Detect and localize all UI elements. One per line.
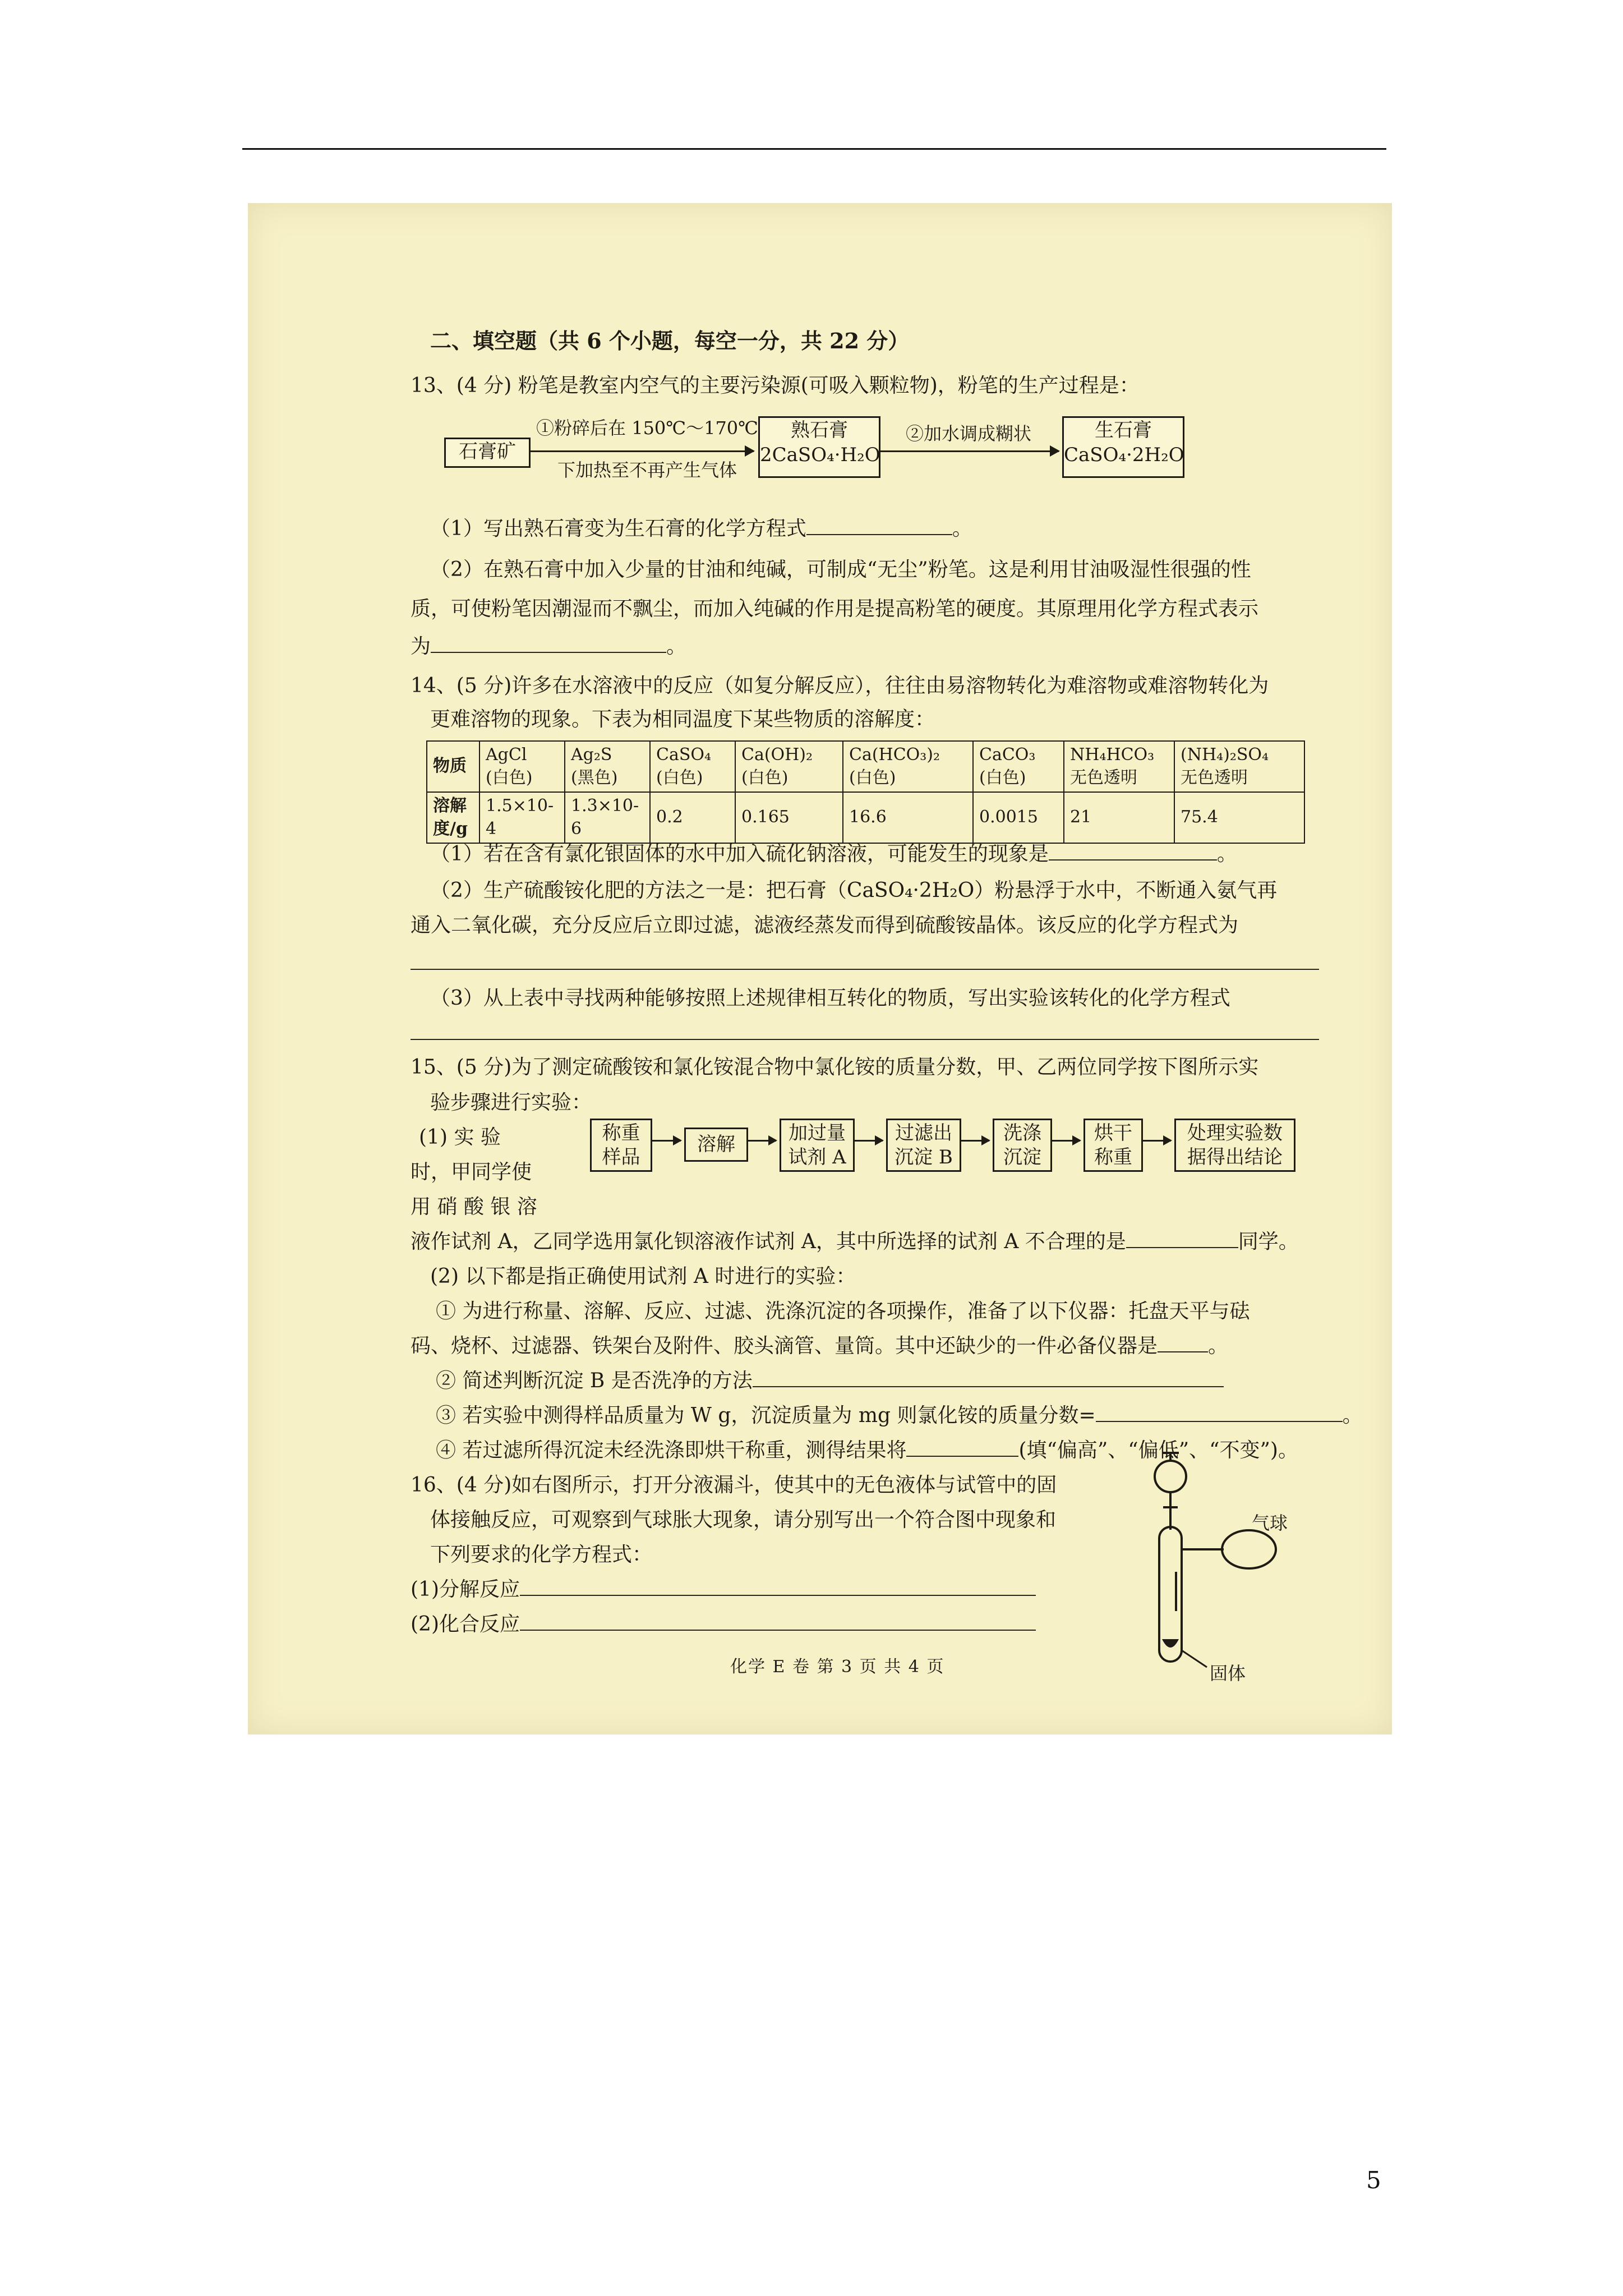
q13-part1-text: （1）写出熟石膏变为生石膏的化学方程式 (430, 517, 806, 540)
q16-line2: 体接触反应，可观察到气球胀大现象，请分别写出一个符合图中现象和 (430, 1508, 1057, 1531)
step-box-process-data: 处理实验数 据得出结论 (1174, 1119, 1295, 1172)
answer-blank[interactable] (1158, 1332, 1208, 1352)
separatory-funnel-icon (1155, 1461, 1186, 1492)
q13-part2-line3: 为 。 (411, 632, 686, 661)
q13-part2-prefix: 为 (411, 635, 431, 658)
answer-blank[interactable] (431, 633, 666, 653)
q15-intro-line2: 验步骤进行实验： (430, 1091, 592, 1114)
table-row-substance (427, 741, 1304, 792)
q14-part2-line1: （2）生产硫酸铵化肥的方法之一是：把石膏（CaSO₄·2H₂O）粉悬浮于水中，不断通入氨气再 (430, 879, 1278, 902)
q15-side-line2: 时，甲同学使 (411, 1161, 532, 1184)
step-arrow (747, 1140, 776, 1142)
step-box-dry-weigh: 烘干 称重 (1083, 1119, 1143, 1172)
table-cell-name: CaSO₄ (白色) (650, 741, 735, 792)
step-box-weigh-sample: 称重 样品 (590, 1119, 652, 1172)
table-cell-name: (NH₄)₂SO₄ 无色透明 (1174, 741, 1304, 792)
table-row-solubility (427, 792, 1304, 843)
q14-intro-line2: 更难溶物的现象。下表为相同温度下某些物质的溶解度： (430, 708, 935, 731)
q15-part1 (411, 1227, 1299, 1257)
scanned-exam-page (248, 203, 1392, 1734)
q15-intro-line1: 15、(5 分)为了测定硫酸铵和氯化铵混合物中氯化铵的质量分数，甲、乙两位同学按下图所示实 (411, 1056, 1259, 1079)
table-cell-value: 1.3×10-6 (565, 792, 650, 843)
q14-part3: （3）从上表中寻找两种能够按照上述规律相互转化的物质，写出实验该转化的化学方程式 (430, 987, 1230, 1010)
flow-step2-label: ②加水调成糊状 (905, 423, 1031, 444)
q13-part2-line2: 质，可使粉笔因潮湿而不飘尘，而加入纯碱的作用是提高粉笔的硬度。其原理用化学方程式表示 (411, 597, 1259, 620)
flow-arrow-2 (880, 450, 1059, 452)
q15-part1-tail: 同学。 (1238, 1230, 1299, 1253)
page-footer: 化学 E 卷 第 3 页 共 4 页 (730, 1657, 945, 1677)
answer-blank[interactable] (906, 1437, 1018, 1457)
flow-middle-name: 熟石膏 (791, 419, 848, 441)
q15-sub1-line1: ① 为进行称量、溶解、反应、过滤、洗涤沉淀的各项操作，准备了以下仪器：托盘天平与砝 (436, 1300, 1250, 1323)
q15-sub2-text: ② 简述判断沉淀 B 是否洗净的方法 (436, 1369, 753, 1392)
answer-blank[interactable] (1096, 1402, 1343, 1422)
step-box-dissolve: 溶解 (684, 1128, 748, 1162)
flow-step1-label-bottom: 下加热至不再产生气体 (557, 459, 737, 481)
flow-step1-label-top: ①粉碎后在 150℃～170℃ (536, 417, 758, 439)
table-cell-value: 75.4 (1174, 792, 1304, 843)
table-cell-value: 0.165 (735, 792, 843, 843)
answer-blank[interactable] (411, 1020, 1319, 1040)
top-rule (242, 148, 1386, 150)
answer-blank[interactable] (520, 1576, 1036, 1596)
q14-part2-answer-line (411, 949, 1319, 978)
solid-label: 固体 (1210, 1663, 1246, 1684)
q16-decomposition-label: (1)分解反应 (411, 1578, 520, 1601)
balloon-label: 气球 (1252, 1512, 1288, 1534)
table-cell-name: AgCl (白色) (479, 741, 565, 792)
table-cell-name: Ag₂S (黑色) (565, 741, 650, 792)
page-number: 5 (1366, 2166, 1381, 2194)
flow-box-end (1062, 416, 1184, 478)
q15-sub2 (436, 1366, 1224, 1396)
q16-line3: 下列要求的化学方程式： (430, 1543, 653, 1566)
flow-middle-formula: 2CaSO₄·H₂O (760, 444, 880, 467)
table-cell-name: Ca(HCO₃)₂ (白色) (843, 741, 973, 792)
answer-blank[interactable] (411, 950, 1319, 970)
q15-sub1-text: 码、烧杯、过滤器、铁架台及附件、胶头滴管、量筒。其中还缺少的一件必备仪器是 (411, 1335, 1158, 1358)
q15-sub4-tail: (填“偏高”、“偏低”、“不变”)。 (1018, 1439, 1298, 1462)
answer-blank[interactable] (1126, 1228, 1238, 1248)
flow-arrow-1 (529, 450, 754, 452)
answer-blank[interactable] (520, 1611, 1036, 1631)
q15-side-line3: 用 硝 酸 银 溶 (411, 1195, 537, 1218)
step-arrow (1142, 1140, 1171, 1142)
solid-icon (1162, 1639, 1179, 1648)
q14-intro-line1: 14、(5 分)许多在水溶液中的反应（如复分解反应），往往由易溶物转化为难溶物或难溶物转化为 (411, 674, 1269, 697)
step-arrow (1051, 1140, 1080, 1142)
q15-sub4-text: ④ 若过滤所得沉淀未经洗涤即烘干称重，测得结果将 (436, 1439, 907, 1462)
q14-part3-answer-line (411, 1019, 1319, 1048)
table-header-substance: 物质 (427, 741, 479, 792)
q15-sub1-line2: 码、烧杯、过滤器、铁架台及附件、胶头滴管、量筒。其中还缺少的一件必备仪器是 。 (411, 1332, 1228, 1361)
q15-side-line1: (1) 实 验 (419, 1126, 501, 1149)
table-header-solubility: 溶解度/g (427, 792, 479, 843)
answer-blank[interactable] (806, 515, 952, 535)
table-cell-name: Ca(OH)₂ (白色) (735, 741, 843, 792)
q14-part2-line2: 通入二氧化碳，充分反应后立即过滤，滤液经蒸发而得到硫酸铵晶体。该反应的化学方程式为 (411, 914, 1239, 937)
q15-sub3: ③ 若实验中测得样品质量为 W g，沉淀质量为 mg 则氯化铵的质量分数= 。 (436, 1401, 1363, 1430)
flow-box-middle (758, 416, 880, 478)
q15-sub3-text: ③ 若实验中测得样品质量为 W g，沉淀质量为 mg 则氯化铵的质量分数= (436, 1404, 1096, 1427)
table-cell-value: 0.2 (650, 792, 735, 843)
step-box-wash: 洗涤 沉淀 (993, 1119, 1052, 1172)
table-cell-value: 16.6 (843, 792, 973, 843)
table-cell-name: NH₄HCO₃ 无色透明 (1064, 741, 1174, 792)
q16-combination-label: (2)化合反应 (411, 1613, 520, 1636)
flow-end-formula: CaSO₄·2H₂O (1064, 444, 1184, 467)
step-arrow (960, 1140, 989, 1142)
section-title: 二、填空题（共 6 个小题，每空一分，共 22 分） (430, 328, 910, 353)
q13-part2-line1: （2）在熟石膏中加入少量的甘油和纯碱，可制成“无尘”粉笔。这是利用甘油吸湿性很强的性 (430, 558, 1251, 581)
solubility-table (426, 740, 1305, 844)
flow-box-start: 石膏矿 (444, 438, 531, 468)
q13-intro: 13、(4 分) 粉笔是教室内空气的主要污染源(可吸入颗粒物)，粉笔的生产过程是： (411, 374, 1140, 397)
answer-blank[interactable] (1049, 840, 1217, 861)
q14-part1: （1）若在含有氯化银固体的水中加入硫化钠溶液，可能发生的现象是 。 (430, 840, 1237, 869)
table-cell-value: 1.5×10-4 (479, 792, 565, 843)
q15-part2: (2) 以下都是指正确使用试剂 A 时进行的实验： (430, 1265, 856, 1288)
step-arrow (652, 1140, 681, 1142)
table-cell-name: CaCO₃ (白色) (973, 741, 1064, 792)
table-cell-value: 0.0015 (973, 792, 1064, 843)
q16-decomposition (411, 1575, 1036, 1604)
flow-end-name: 生石膏 (1095, 419, 1152, 441)
apparatus-figure (1134, 1426, 1302, 1690)
table-cell-value: 21 (1064, 792, 1174, 843)
q16-combination (411, 1610, 1036, 1639)
step-box-add-reagent: 加过量 试剂 A (780, 1119, 855, 1172)
step-arrow (854, 1140, 883, 1142)
step-box-filter: 过滤出 沉淀 B (886, 1119, 961, 1172)
q15-part1-text: 液作试剂 A，乙同学选用氯化钡溶液作试剂 A，其中所选择的试剂 A 不合理的是 (411, 1230, 1126, 1253)
q13-part1: （1）写出熟石膏变为生石膏的化学方程式 。 (430, 514, 972, 544)
q14-part1-text: （1）若在含有氯化银固体的水中加入硫化钠溶液，可能发生的现象是 (430, 843, 1049, 866)
q16-line1: 16、(4 分)如右图所示，打开分液漏斗，使其中的无色液体与试管中的固 (411, 1474, 1057, 1497)
answer-blank[interactable] (753, 1367, 1224, 1387)
